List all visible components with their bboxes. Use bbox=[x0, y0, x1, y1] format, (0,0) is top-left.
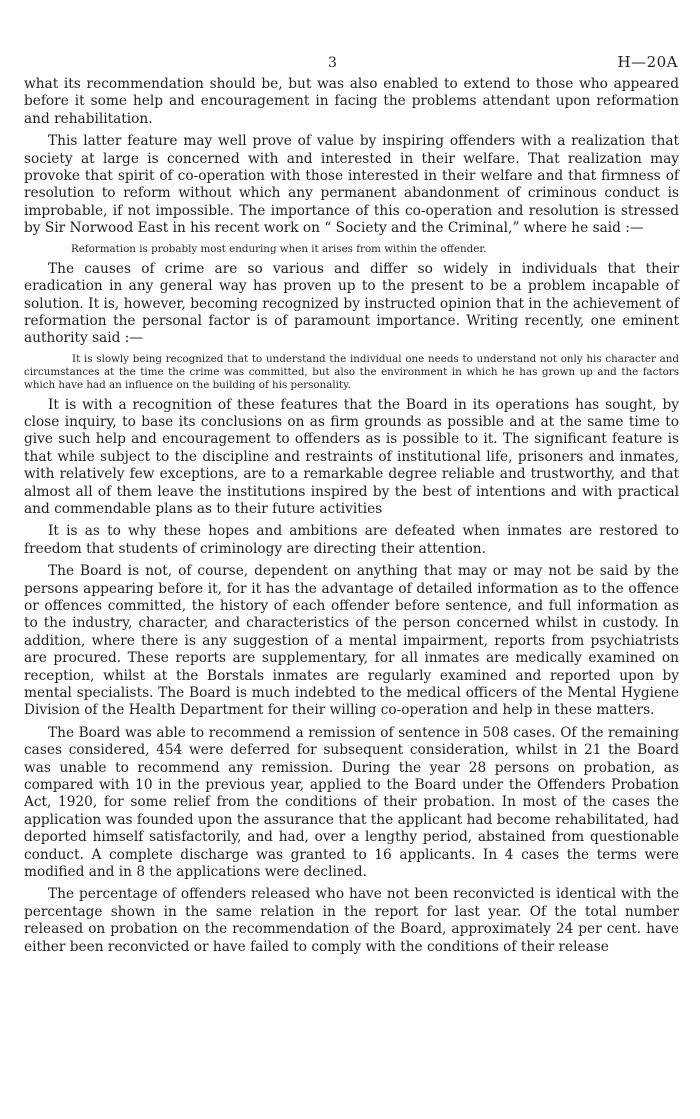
quote-norwood-east: Reformation is probably most enduring when it arises from within the offender. bbox=[71, 242, 487, 255]
document-reference: H—20A bbox=[617, 53, 678, 71]
paragraph-causes-of-crime: The causes of crime are so various and differ so widely in individuals that their eradication in any general way has proven up to the present to be a problem incapable of solution. It is, however, becoming recognized by instructed opinion that in the achievement of reformation the personal factor is of paramount importance. Writing recently, one eminent authority said :— bbox=[24, 260, 679, 347]
quote-eminent-authority: It is slowly being recognized that to understand the individual one needs to understand not only his character and circumstances at the time the crime was committed, but also the environment in which he has grown up and the factors which have had an influence on the building of his personality. bbox=[24, 352, 679, 392]
paragraph-continuation: what its recommendation should be, but was also enabled to extend to those who appeared before it some help and encouragement in facing the problems attendant upon reformation and rehabilitation. bbox=[24, 76, 679, 127]
page-header bbox=[0, 0, 700, 71]
paragraph-board-operations: It is with a recognition of these features that the Board in its operations has sought, by close inquiry, to base its conclusions on as firm grounds as possible and at the same time to give such help and encouragement to offenders as is possible to it. The significant feature is that while subject to the discipline and restraints of institutional life, prisoners and inmates, with relatively few exceptions, are to a remarkable degree reliable and trustworthy, and that almost all of them leave the institutions inspired by the best of intentions and with practical and commendable plans as to their future activities bbox=[24, 396, 679, 517]
paragraph-reconviction-percentage: The percentage of offenders released who have not been reconvicted is identical with the percentage shown in the same relation in the report for last year. Of the total number released on probation on the recommendation of the Board, approximately 24 per cent. have either been reconvicted or have failed to comply with the conditions of their release bbox=[24, 886, 679, 955]
paragraph-criminology-students: It is as to why these hopes and ambitions are defeated when inmates are restored to freedom that students of criminology are directing their attention. bbox=[24, 523, 679, 557]
paragraph-remission-statistics: The Board was able to recommend a remission of sentence in 508 cases. Of the remaining cases considered, 454 were deferred for subsequent consideration, whilst in 21 the Board was unable to recommend any remission. During the year 28 persons on probation, as compared with 10 in the previous year, applied to the Board under the Offenders Probation Act, 1920, for some relief from the conditions of their probation. In most of the cases the application was founded upon the assurance that the applicant had become rehabilitated, had deported himself satisfactorily, and had, over a lengthy period, abstained from questionable conduct. A complete discharge was granted to 16 applicants. In 4 cases the terms were modified and in 8 the applications were declined. bbox=[24, 724, 679, 881]
paragraph-offender-co-operation: This latter feature may well prove of value by inspiring offenders with a realization that society at large is concerned with and interested in their welfare. That realization may provoke that spirit of co-operation with those interested in their welfare and that firmness of resolution to reform without which any permanent abandonment of criminous conduct is improbable, if not impossible. The importance of this co-operation and resolution is stressed by Sir Norwood East in his recent work on “ Society and the Criminal,” where he said :— bbox=[24, 133, 679, 237]
page-number: 3 bbox=[328, 55, 338, 71]
report-body bbox=[24, 76, 679, 961]
paragraph-board-information: The Board is not, of course, dependent on anything that may or may not be said by the persons appearing before it, for it has the advantage of detailed information as to the offence or offences committed, the history of each offender before sentence, and full information as to the industry, character, and characteristics of the person concerned whilst in custody. In addition, where there is any suggestion of a mental impairment, reports from psychiatrists are procured. These reports are supplementary, for all inmates are medically examined on reception, whilst at the Borstals inmates are regularly examined and reported upon by mental specialists. The Board is much indebted to the medical officers of the Mental Hygiene Division of the Health Department for their willing co-operation and help in these matters. bbox=[24, 563, 679, 719]
